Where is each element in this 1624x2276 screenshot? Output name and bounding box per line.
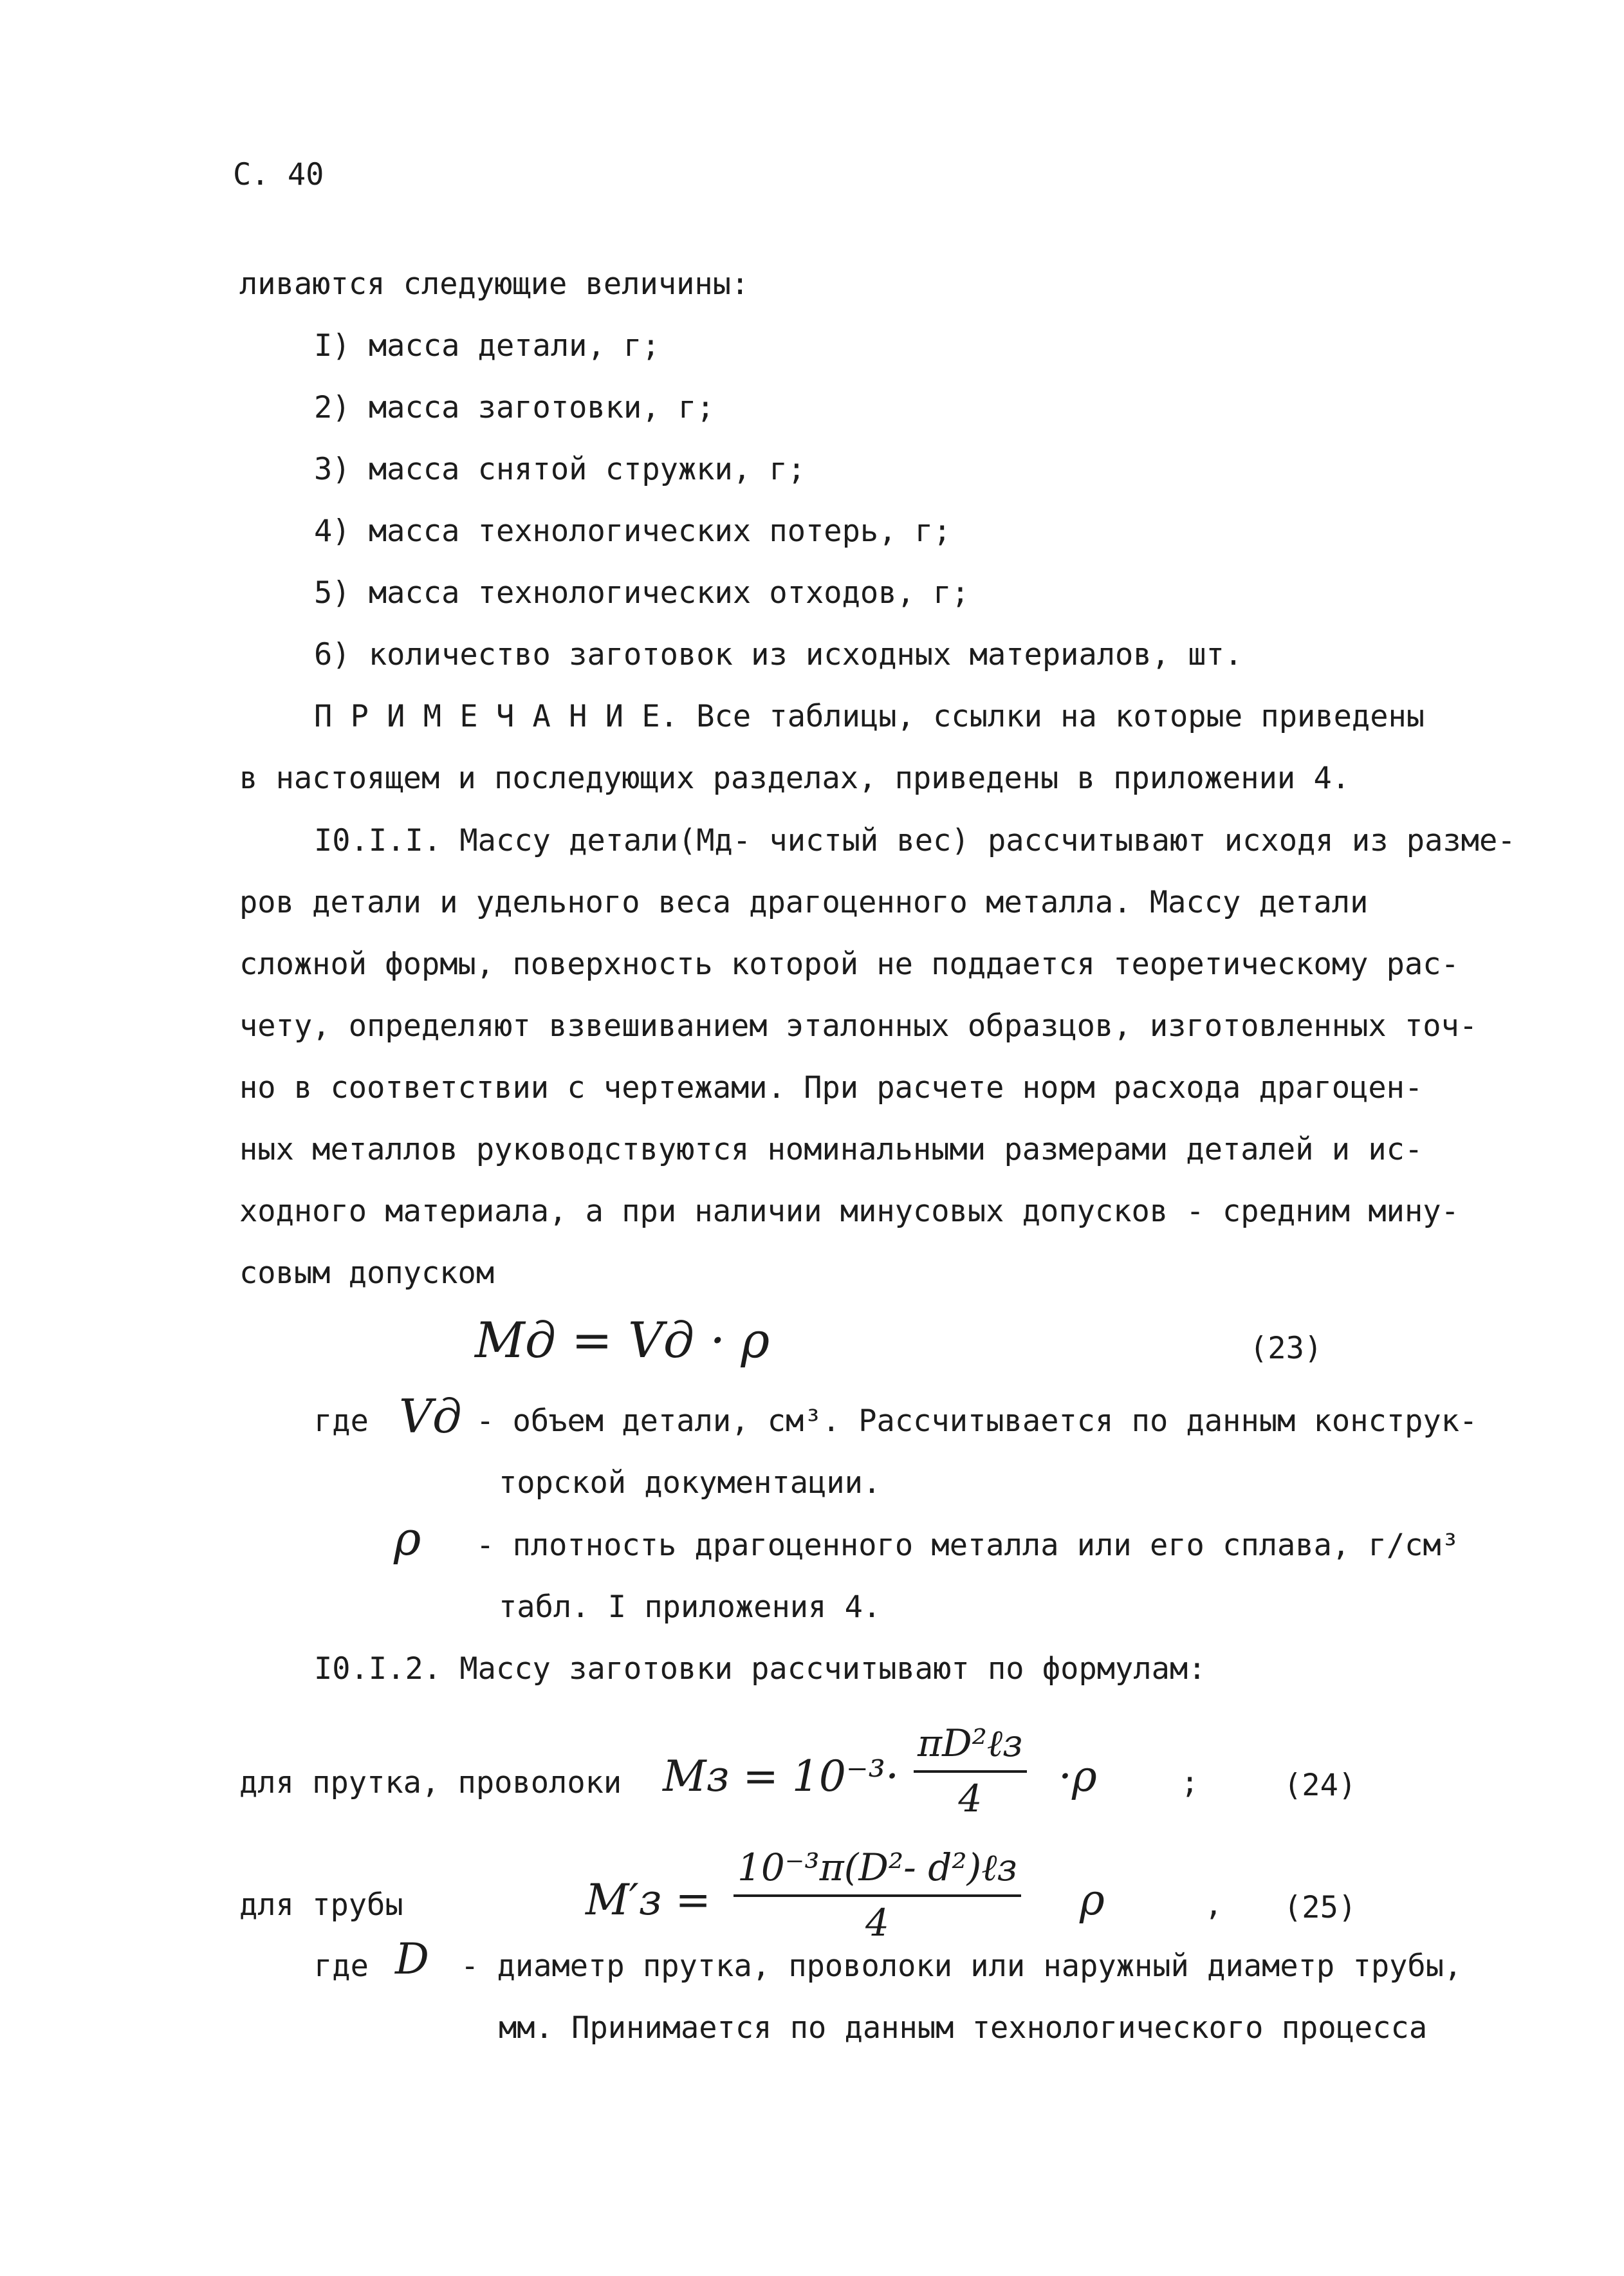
vd-definition: - объем детали, см³. Рассчитывается по данным конструк-: [476, 1403, 1478, 1439]
paragraph-line: ных металлов руководствуются номинальными размерами деталей и ис-: [239, 1132, 1423, 1167]
d-symbol: D: [395, 1934, 429, 1984]
paragraph-line: чету, определяют взвешиванием эталонных образцов, изготовленных точ-: [239, 1008, 1478, 1044]
note-label: П Р И М Е Ч А Н И Е.: [314, 699, 678, 734]
paragraph-line: сложной формы, поверхность которой не поддается теоретическому рас-: [239, 947, 1459, 982]
formula-23: Mд = Vд · ρ: [475, 1311, 770, 1369]
rho-definition-cont: табл. I приложения 4.: [499, 1589, 881, 1625]
page-number: С. 40: [233, 157, 324, 192]
formula-25-lhs: M′з =: [586, 1875, 711, 1925]
formula-24-numerator: πD²ℓз: [914, 1721, 1027, 1773]
paragraph-line: но в соответствии с чертежами. При расчете норм расхода драгоцен-: [239, 1070, 1423, 1106]
formula-24-fraction: [914, 1721, 1027, 1820]
formula-24-lhs: Mз = 10⁻³·: [663, 1752, 900, 1801]
vd-symbol: Vд: [399, 1389, 462, 1443]
equation-number-24: (24): [1284, 1768, 1357, 1803]
formula-24-denominator: 4: [958, 1777, 983, 1820]
intro-line: ливаются следующие величины:: [239, 266, 750, 302]
list-item: 2) масса заготовки, г;: [314, 390, 715, 425]
formula-25-separator: ,: [1204, 1887, 1223, 1923]
where-label: где: [314, 1403, 369, 1439]
section-1012-heading: I0.I.2. Массу заготовки рассчитывают по формулам:: [314, 1651, 1206, 1687]
rho-definition: - плотность драгоценного металла или его сплава, г/см³: [476, 1528, 1460, 1563]
formula-25-fraction: [734, 1846, 1021, 1945]
paragraph-line: I0.I.I. Массу детали(Мд- чистый вес) рассчитывают исходя из разме-: [314, 823, 1516, 858]
note-text: Все таблицы, ссылки на которые приведены: [678, 699, 1425, 734]
d-definition: - диаметр прутка, проволоки или наружный диаметр трубы,: [461, 1948, 1463, 1984]
rho-symbol: ρ: [394, 1512, 421, 1566]
list-item: 3) масса снятой стружки, г;: [314, 452, 806, 487]
where-label-2: где: [314, 1948, 369, 1984]
formula-24-label: для прутка, проволоки: [239, 1765, 622, 1800]
formula-24-separator: ;: [1181, 1765, 1199, 1800]
formula-25-denominator: 4: [865, 1901, 889, 1945]
list-item: 4) масса технологических потерь, г;: [314, 513, 952, 549]
formula-24-tail: ·ρ: [1058, 1752, 1097, 1801]
equation-number-23: (23): [1250, 1331, 1323, 1366]
list-item: 5) масса технологических отходов, г;: [314, 575, 970, 611]
note-line: [314, 701, 1425, 732]
note-line-2: в настоящем и последующих разделах, приведены в приложении 4.: [239, 761, 1351, 796]
formula-25-numerator: 10⁻³π(D²- d²)ℓз: [734, 1846, 1021, 1897]
list-item: I) масса детали, г;: [314, 328, 660, 364]
formula-25-tail: ρ: [1080, 1875, 1105, 1925]
equation-number-25: (25): [1284, 1890, 1357, 1925]
paragraph-line: ров детали и удельного веса драгоценного металла. Массу детали: [239, 885, 1369, 920]
vd-definition-cont: торской документации.: [499, 1465, 881, 1501]
d-definition-cont: мм. Принимается по данным технологического процесса: [499, 2010, 1428, 2046]
formula-25-label: для трубы: [239, 1887, 403, 1923]
list-item: 6) количество заготовок из исходных материалов, шт.: [314, 637, 1243, 672]
paragraph-line: ходного материала, а при наличии минусовых допусков - средним мину-: [239, 1194, 1459, 1229]
paragraph-line: совым допуском: [239, 1255, 495, 1291]
